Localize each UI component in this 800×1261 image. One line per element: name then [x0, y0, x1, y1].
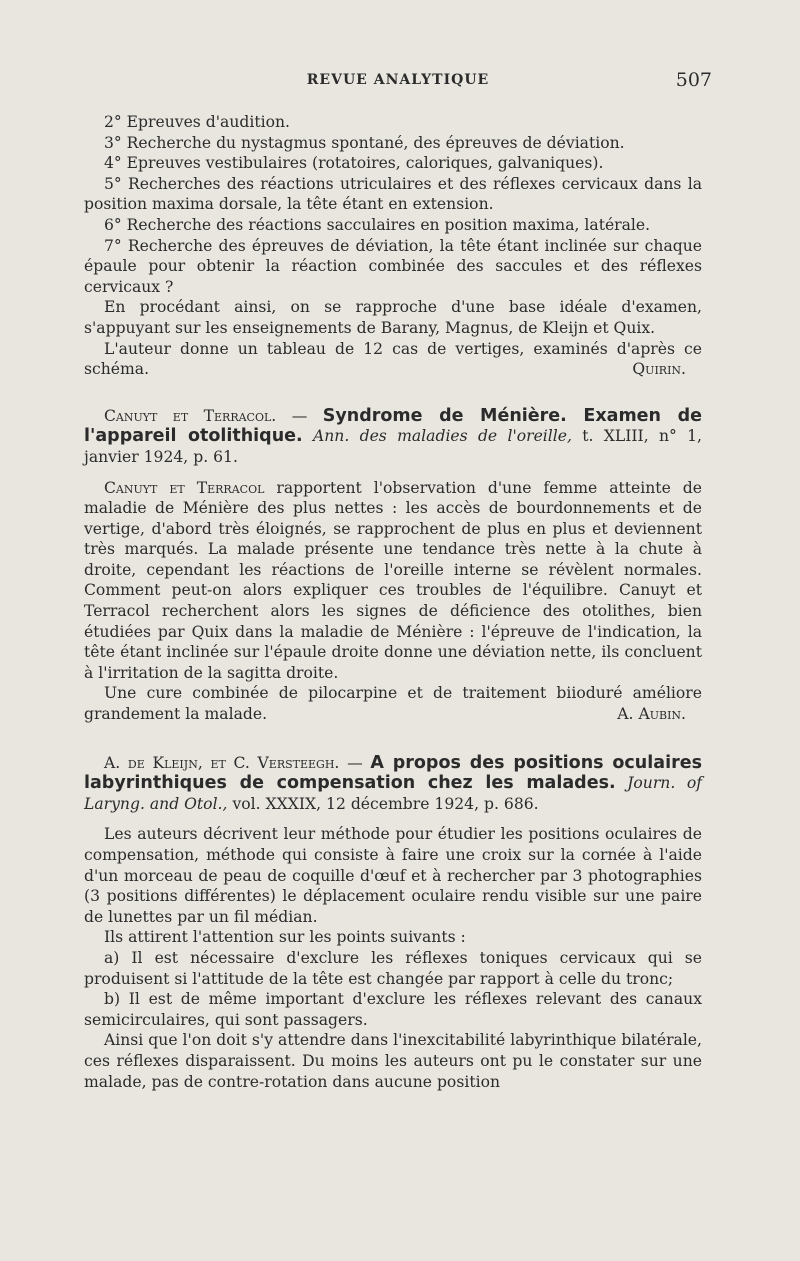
- page-header: [84, 69, 712, 96]
- signature-name: A. Aubin.: [617, 705, 686, 724]
- list-item: 4° Epreuves vestibulaires (rotatoires, caloriques, galvaniques).: [104, 154, 604, 173]
- article-title: A propos des positions oculaires labyrinthiques de compensation chez les malades.: [84, 752, 702, 794]
- paragraph: Les auteurs décrivent leur méthode pour étudier les positions oculaires de compensation, méthode qui consiste à faire une croix sur la cornée à l'aide d'un morceau de peau de coquille d'œuf et à rechercher par 3 photographies (3 positions différentes) le déplacement oculaire rendu visible sur une paire de lunettes par un fil médian.: [84, 825, 702, 926]
- paragraph: Ils attirent l'attention sur les points suivants :: [104, 928, 466, 947]
- signature-name: Quirin.: [632, 360, 686, 379]
- paragraph: L'auteur donne un tableau de 12 cas de vertiges, examinés d'après ce schéma.: [84, 339, 702, 379]
- article-heading: [84, 753, 702, 815]
- citation: vol. XXXIX, 12 décembre 1924, p. 686.: [227, 794, 539, 813]
- list-item: 3° Recherche du nystagmus spontané, des épreuves de déviation.: [104, 133, 625, 152]
- citation: t. XLIII, n° 1, janvier 1924, p. 61.: [84, 427, 702, 466]
- paragraph: a) Il est nécessaire d'exclure les réflexes toniques cervicaux qui se produisent si l'attitude de la tête est changée par rapport à celle du tronc;: [84, 948, 702, 988]
- heading-dash: —: [276, 406, 323, 425]
- heading-dash: —: [339, 753, 371, 772]
- running-title: REVUE ANALYTIQUE: [306, 72, 490, 88]
- list-item: 7° Recherche des épreuves de déviation, la tête étant inclinée sur chaque épaule pour obtenir la réaction combinée des saccules et des réflexes cervicaux ?: [84, 236, 702, 296]
- page-number: 507: [675, 69, 712, 91]
- paragraph: En procédant ainsi, on se rapproche d'une base idéale d'examen, s'appuyant sur les enseignements de Barany, Magnus, de Kleijn et Quix.: [84, 298, 702, 337]
- paragraph: Ainsi que l'on doit s'y attendre dans l'inexcitabilité labyrinthique bilatérale, ces réflexes disparaissent. Du moins les auteurs ont pu le constater sur une malade, pas de contre-rotation dans aucune position: [84, 1031, 702, 1091]
- list-item: 6° Recherche des réactions sacculaires en position maxima, latérale.: [104, 215, 651, 234]
- article-title: Syndrome de Ménière. Examen de l'appareil otolithique.: [84, 405, 702, 447]
- signature: [84, 359, 702, 380]
- paragraph: [84, 478, 702, 684]
- paragraph: b) Il est de même important d'exclure les réflexes relevant des canaux semicirculaires, qui sont passagers.: [84, 990, 702, 1029]
- journal-name: Ann. des maladies de l'oreille,: [312, 427, 572, 446]
- article-authors: Canuyt et Terracol.: [104, 406, 277, 425]
- list-item: 5° Recherches des réactions utriculaires et des réflexes cervicaux dans la position maxima dorsale, la tête étant en extension.: [84, 174, 702, 214]
- list-item: 2° Epreuves d'audition.: [104, 113, 290, 131]
- article-authors: A. de Kleijn, et C. Versteegh.: [104, 753, 340, 772]
- paragraph: Une cure combinée de pilocarpine et de traitement biioduré améliore grandement la malade.: [84, 684, 702, 724]
- body-authors: Canuyt et Terracol: [104, 478, 265, 497]
- body-text: rapportent l'observation d'une femme atteinte de maladie de Ménière des plus nettes : les accès de bourdonnements et de vertige, d'abord très éloignés, se rapprochent de plus en plus et deviennent très marqués. La malade présente une tendance très nette à la chute à droite, cependant les réactions de l'oreille interne se révèlent normales. Comment peut-on alors expliquer ces troubles de l'équilibre. Canuyt et Terracol recherchent alors les signes de déficience des otolithes, bien étudiées par Quix dans la maladie de Ménière : l'épreuve de l'indication, la tête étant inclinée sur l'épaule droite donne une déviation nette, ils concluent à l'irritation de la sagitta droite.: [84, 478, 703, 682]
- journal-name: Journ. of Laryng. and Otol.,: [84, 774, 702, 813]
- page-content: [84, 112, 702, 1092]
- article-heading: [84, 406, 702, 468]
